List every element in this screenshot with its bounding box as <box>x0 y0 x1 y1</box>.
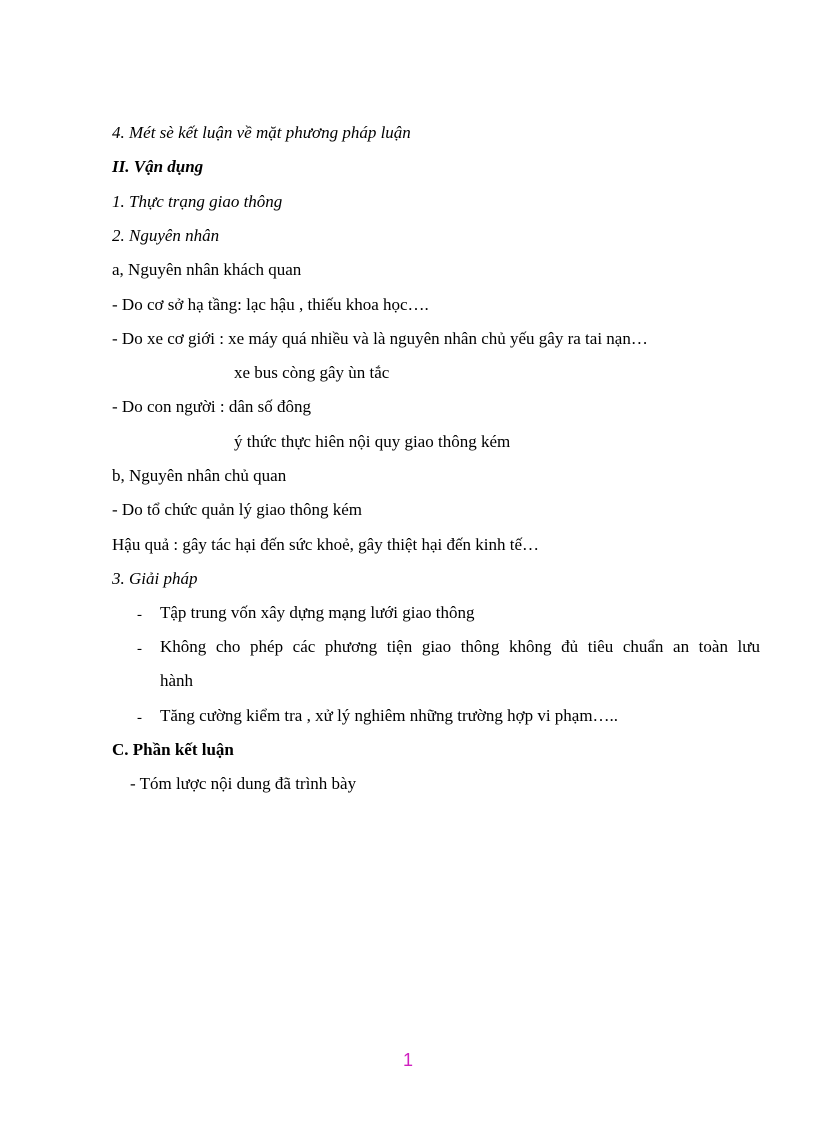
text-line: xe bus còng gây ùn tắc <box>234 363 390 382</box>
text-line: b, Nguyên nhân chủ quan <box>112 466 287 485</box>
bullet-marker: - <box>137 607 142 623</box>
page-number: 1 <box>402 1050 413 1070</box>
section-heading-ii: II. Vận dụng <box>112 157 204 176</box>
text-line: - Do con người : dân số đông <box>112 397 312 416</box>
text-line: - Tóm lược nội dung đã trình bày <box>130 774 357 793</box>
bullet-marker: - <box>137 641 142 657</box>
list-item: Tăng cường kiểm tra , xử lý nghiêm những trường hợp vi phạm….. <box>160 706 619 725</box>
subheading-3: 3. Giải pháp <box>112 569 198 588</box>
subheading-1: 1. Thực trạng giao thông <box>112 192 283 211</box>
list-item: Tập trung vốn xây dựng mạng lưới giao thông <box>160 603 475 622</box>
text-line: - Do xe cơ giới : xe máy quá nhiều và là nguyên nhân chủ yếu gây ra tai nạn… <box>112 329 648 348</box>
text-line: a, Nguyên nhân khách quan <box>112 260 302 279</box>
text-line: Hậu quả : gây tác hại đến sức khoẻ, gây thiệt hại đến kinh tế… <box>112 535 540 554</box>
list-item-continuation: hành <box>160 671 194 690</box>
text-line: - Do cơ sở hạ tầng: lạc hậu , thiếu khoa học…. <box>112 295 429 314</box>
section-heading-c: C. Phần kết luận <box>112 740 234 759</box>
bullet-marker: - <box>137 710 142 726</box>
section-heading-4: 4. Mét sè kết luận về mặt phương pháp luận <box>112 123 411 142</box>
list-item: Không cho phép các phương tiện giao thông không đủ tiêu chuẩn an toàn lưu <box>160 637 760 656</box>
subheading-2: 2. Nguyên nhân <box>112 226 220 245</box>
text-line: - Do tổ chức quản lý giao thông kém <box>112 500 362 519</box>
text-line: ý thức thực hiên nội quy giao thông kém <box>234 432 511 451</box>
